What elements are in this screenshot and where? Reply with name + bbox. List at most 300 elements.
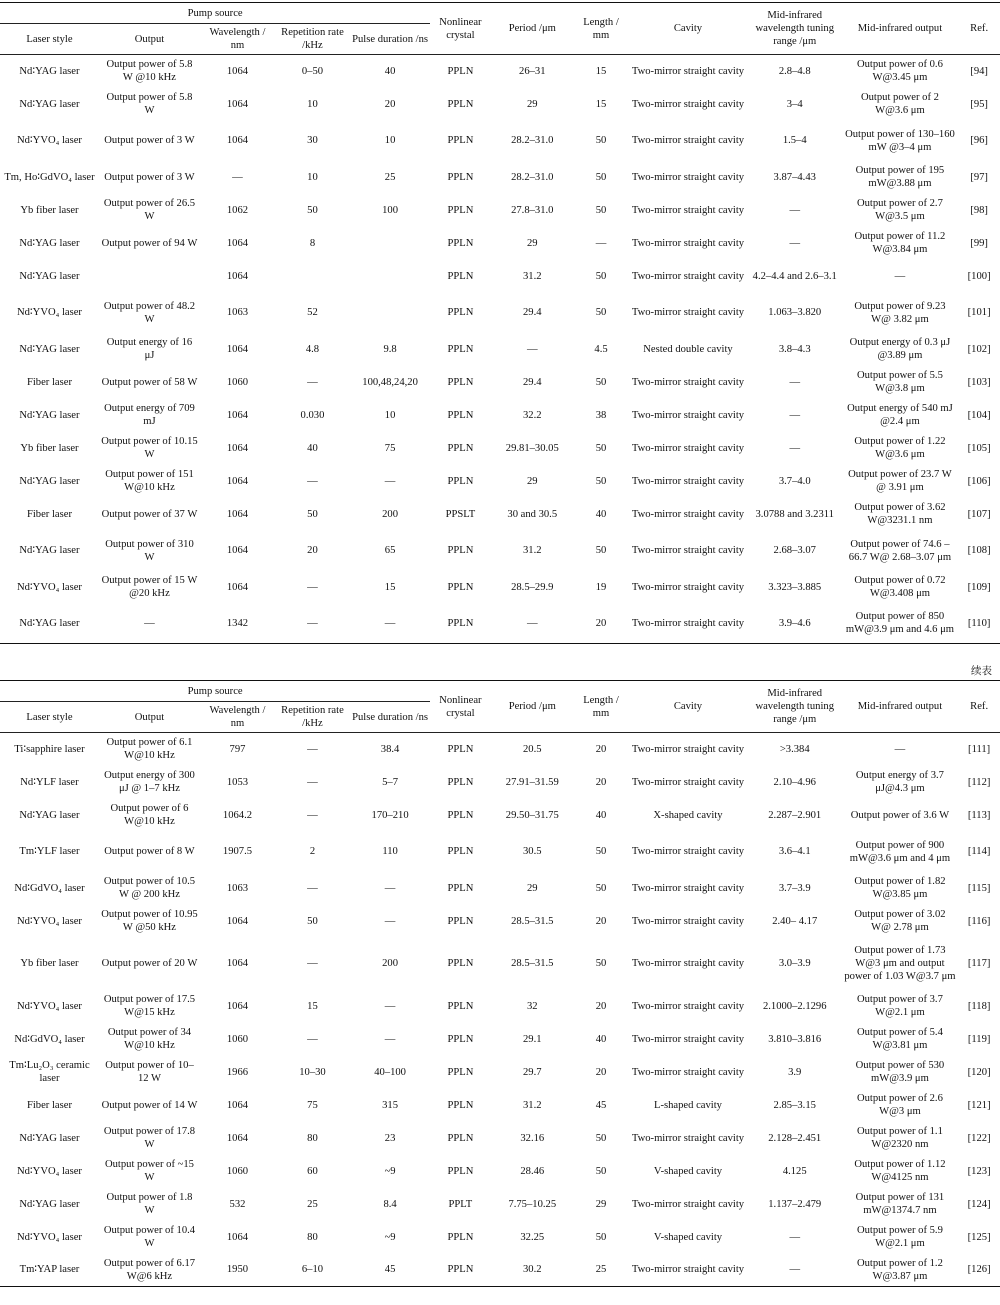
tuning-cell: 3.9–4.6 — [778, 617, 811, 629]
table-row — [0, 88, 1000, 121]
ref-cell: [111] — [968, 743, 991, 755]
table-row — [0, 1023, 1000, 1056]
mir-output-cell: Output power of 1.73 W@3 μm and output power of 1.03 W@3.7 μm — [844, 945, 956, 982]
length-cell: 50 — [595, 1165, 607, 1177]
crystal-cell: PPLN — [447, 1264, 474, 1276]
ref-cell: [98] — [970, 204, 988, 216]
length-cell: 50 — [595, 1132, 607, 1144]
crystal-cell: PPLN — [447, 581, 474, 593]
tuning-cell: 2.85–3.15 — [773, 1099, 816, 1111]
ref-cell: [124] — [967, 1198, 991, 1210]
repetition-cell: — — [307, 581, 318, 593]
laser-style-cell: Nd∶YAG laser — [19, 65, 80, 77]
pump-source-header: Pump source — [0, 3, 430, 24]
repetition-cell: 75 — [307, 1099, 318, 1111]
ref-cell: [108] — [967, 545, 991, 556]
cavity-cell: Two-mirror straight cavity — [631, 376, 745, 388]
mir-output-cell: Output power of 131 mW@1374.7 nm — [855, 1192, 945, 1216]
laser-style-cell: Nd∶YAG laser — [19, 475, 80, 487]
cavity-cell: Two-mirror straight cavity — [631, 581, 745, 593]
cavity-cell: Nested double cavity — [643, 343, 733, 355]
crystal-cell: PPLN — [447, 882, 474, 894]
cavity-cell: L-shaped cavity — [654, 1099, 722, 1111]
pulse-cell: 10 — [384, 409, 396, 421]
mir-output-cell: Output power of 900 mW@3.6 μm and 4 μm — [849, 839, 951, 864]
cavity-cell: Two-mirror straight cavity — [631, 409, 745, 421]
ref-cell: [109] — [967, 581, 991, 593]
repetition-cell: — — [307, 475, 318, 487]
ref-cell: [121] — [967, 1099, 991, 1111]
output-cell: Output power of 10.95 W @50 kHz — [101, 909, 198, 933]
ref-cell: [96] — [970, 135, 988, 146]
table-header — [0, 681, 1000, 733]
pulse-cell: 23 — [384, 1132, 396, 1144]
period-cell: 30.2 — [523, 1264, 542, 1276]
table-row — [0, 1089, 1000, 1122]
crystal-cell: PPLN — [447, 545, 474, 556]
cavity-cell: Two-mirror straight cavity — [631, 617, 745, 629]
length-cell: 40 — [595, 809, 607, 821]
period-header: Period /μm — [491, 681, 574, 733]
pulse-cell: 110 — [382, 846, 398, 857]
repetition-cell: — — [307, 743, 318, 755]
laser-style-cell: Nd∶YAG laser — [19, 545, 80, 556]
tuning-cell: 3.8–4.3 — [778, 343, 811, 355]
length-cell: 50 — [595, 475, 607, 487]
laser-style-cell: Nd∶YAG laser — [19, 270, 80, 282]
period-cell: 28.46 — [520, 1165, 545, 1177]
pulse-cell: — — [384, 1033, 396, 1045]
pulse-cell: — — [384, 1000, 396, 1012]
mir-output-cell: Output power of 530 mW@3.9 μm — [855, 1060, 945, 1084]
output-cell: Output power of 1.8 W — [106, 1192, 193, 1216]
ref-header: Ref. — [958, 681, 1000, 733]
output-cell: Output power of 48.2 W — [103, 300, 196, 325]
length-cell: 20 — [595, 743, 607, 755]
crystal-cell: PPLN — [447, 442, 474, 454]
repetition-cell: — — [307, 958, 318, 969]
mir-output-cell: Output power of 5.5 W@3.8 μm — [856, 370, 943, 394]
laser-style-cell: Fiber laser — [26, 376, 72, 388]
tuning-cell: 3.7–3.9 — [778, 882, 811, 894]
pulse-cell: 200 — [382, 958, 399, 969]
length-cell: 15 — [595, 65, 607, 77]
crystal-cell: PPLN — [447, 915, 474, 927]
output-header: Output — [99, 702, 200, 733]
repetition-cell: 10 — [307, 98, 318, 110]
wavelength-cell: 1966 — [226, 1066, 249, 1078]
laser-style-cell: Yb fiber laser — [20, 442, 79, 454]
pulse-cell: — — [384, 617, 396, 629]
tuning-cell: 3.0–3.9 — [778, 958, 811, 969]
table-row — [0, 260, 1000, 293]
tuning-cell: 4.2–4.4 and 2.6–3.1 — [752, 270, 837, 282]
ref-cell: [94] — [970, 65, 988, 77]
repetition-cell: 10–30 — [299, 1066, 326, 1078]
wavelength-cell: 532 — [229, 1198, 246, 1210]
wavelength-cell: 1064 — [226, 442, 249, 454]
pulse-cell: 20 — [384, 98, 396, 110]
ref-cell: [100] — [967, 270, 991, 282]
output-cell: Output power of 10.5 W @ 200 kHz — [103, 876, 196, 900]
table-row — [0, 531, 1000, 571]
tuning-cell: — — [789, 409, 801, 421]
laser-style-cell: Fiber laser — [26, 1099, 72, 1111]
cavity-cell: Two-mirror straight cavity — [631, 307, 745, 318]
period-cell: 7.75–10.25 — [508, 1198, 557, 1210]
period-cell: 28.2–31.0 — [511, 135, 554, 146]
repetition-cell: 6–10 — [301, 1264, 324, 1276]
mir-output-header: Mid-infrared output — [842, 681, 959, 733]
length-cell: 40 — [595, 508, 607, 520]
pulse-cell: 10 — [384, 135, 396, 146]
mir-output-cell: Output energy of 3.7 μJ@4.3 μm — [855, 770, 944, 794]
mir-output-cell: Output power of 2 W@3.6 μm — [860, 92, 939, 116]
output-cell: Output power of 8 W — [104, 846, 195, 857]
output-cell: Output power of 20 W — [101, 958, 198, 969]
mir-output-cell: Output power of 1.1 W@2320 nm — [856, 1126, 943, 1150]
cavity-cell: Two-mirror straight cavity — [631, 1066, 745, 1078]
period-cell: 28.5–31.5 — [511, 958, 554, 969]
output-cell: Output power of 3 W — [104, 135, 195, 146]
pulse-cell — [350, 227, 430, 260]
wavelength-cell: — — [232, 171, 243, 183]
output-header: Output — [99, 24, 200, 55]
period-cell: 29 — [526, 475, 538, 487]
tuning-header: Mid-infrared wavelength tuning range /μm — [748, 3, 842, 55]
tuning-cell: 2.10–4.96 — [773, 776, 816, 788]
tuning-cell: 3.7–4.0 — [778, 475, 811, 487]
pulse-cell: 65 — [384, 545, 396, 556]
wavelength-cell: 1064 — [226, 1000, 249, 1012]
cavity-cell: Two-mirror straight cavity — [631, 508, 745, 520]
table-row — [0, 399, 1000, 432]
period-cell: 29.81–30.05 — [505, 442, 559, 454]
table-row — [0, 432, 1000, 465]
table-body-part-2 — [0, 733, 1000, 1287]
crystal-cell: PPLN — [447, 1099, 474, 1111]
wavelength-cell: 1063 — [226, 882, 249, 894]
period-cell: 27.91–31.59 — [505, 776, 559, 788]
length-cell: 50 — [595, 1231, 607, 1243]
ref-cell: [107] — [967, 508, 991, 520]
ref-cell: [113] — [967, 809, 991, 821]
tuning-cell: — — [789, 376, 801, 388]
wavelength-cell: 1064 — [226, 1231, 249, 1243]
period-cell: — — [526, 617, 538, 629]
wavelength-cell: 1064 — [226, 475, 249, 487]
wavelength-cell: 1053 — [226, 776, 249, 788]
laser-style-cell: Nd∶YVO₄ laser — [16, 135, 82, 146]
period-cell: 29.50–31.75 — [505, 809, 559, 821]
length-cell: — — [595, 237, 607, 249]
crystal-cell: PPLN — [447, 237, 474, 249]
laser-style-cell: Ti∶sapphire laser — [14, 743, 85, 755]
pulse-cell — [350, 260, 430, 293]
pulse-cell: — — [384, 475, 396, 487]
cavity-cell: Two-mirror straight cavity — [631, 135, 745, 146]
tuning-header: Mid-infrared wavelength tuning range /μm — [748, 681, 842, 733]
crystal-cell: PPLN — [447, 809, 474, 821]
table-row — [0, 872, 1000, 905]
tuning-cell: 3.87–4.43 — [773, 171, 816, 183]
cavity-cell: Two-mirror straight cavity — [631, 1033, 745, 1045]
mir-output-cell: Output power of 3.6 W — [850, 809, 950, 821]
crystal-cell: PPLN — [447, 1231, 474, 1243]
length-cell: 50 — [595, 204, 607, 216]
pulse-cell: ~9 — [384, 1231, 396, 1243]
table-row — [0, 465, 1000, 498]
laser-style-cell: Tm, Ho∶GdVO₄ laser — [4, 171, 95, 183]
period-cell: 29 — [526, 98, 538, 110]
period-cell: 30 and 30.5 — [507, 508, 558, 520]
table-header — [0, 3, 1000, 55]
period-cell: 29.4 — [523, 376, 542, 388]
ref-cell: [97] — [970, 171, 988, 183]
length-cell: 50 — [595, 376, 607, 388]
tuning-cell: 2.40– 4.17 — [772, 915, 818, 927]
ref-cell: [122] — [967, 1132, 991, 1144]
wavelength-cell: 1063 — [226, 307, 249, 318]
cavity-cell: Two-mirror straight cavity — [631, 442, 745, 454]
table-row — [0, 1155, 1000, 1188]
repetition-cell: 60 — [307, 1165, 318, 1177]
output-cell: Output power of 58 W — [101, 376, 198, 388]
period-cell: 29.1 — [523, 1033, 542, 1045]
output-cell: Output power of 15 W @20 kHz — [101, 575, 198, 599]
pulse-header: Pulse duration /ns — [350, 702, 430, 733]
wavelength-cell: 1064 — [226, 409, 249, 421]
repetition-cell: 80 — [307, 1231, 318, 1243]
ref-cell: [126] — [967, 1264, 991, 1276]
crystal-cell: PPLN — [447, 1066, 474, 1078]
pump-source-header: Pump source — [0, 681, 430, 702]
output-cell: Output power of 26.5 W — [103, 198, 196, 222]
repetition-cell: — — [307, 776, 318, 788]
output-cell: Output power of 94 W — [101, 237, 198, 249]
length-cell: 29 — [595, 1198, 607, 1210]
table-row — [0, 1221, 1000, 1254]
pulse-cell: 8.4 — [383, 1198, 397, 1210]
tuning-cell: 3.6–4.1 — [778, 846, 811, 857]
period-cell: 20.5 — [523, 743, 542, 755]
period-cell: 29 — [526, 237, 538, 249]
cavity-cell: Two-mirror straight cavity — [631, 1198, 745, 1210]
pulse-cell: 200 — [382, 508, 399, 520]
output-cell: Output energy of 709 mJ — [104, 403, 195, 427]
crystal-cell: PPLN — [447, 958, 474, 969]
output-cell: Output power of 14 W — [101, 1099, 198, 1111]
wavelength-cell: 1064.2 — [222, 809, 253, 821]
table-row — [0, 293, 1000, 333]
period-cell: 28.5–31.5 — [511, 915, 554, 927]
ref-cell: [117] — [967, 958, 991, 969]
ref-cell: [118] — [967, 1000, 991, 1012]
tuning-cell: 3.810–3.816 — [768, 1033, 822, 1045]
mir-output-cell: Output power of 74.6 –66.7 W@ 2.68–3.07 μm — [848, 538, 952, 563]
cavity-cell: Two-mirror straight cavity — [631, 98, 745, 110]
length-cell: 40 — [595, 1033, 607, 1045]
mir-output-cell: Output power of 2.6 W@3 μm — [856, 1093, 943, 1117]
laser-style-cell: Nd∶YVO₄ laser — [16, 915, 82, 927]
mir-output-cell: Output power of 850 mW@3.9 μm and 4.6 μm — [845, 611, 955, 636]
mir-output-cell: Output power of 195 mW@3.88 μm — [855, 165, 945, 189]
pulse-cell: — — [384, 882, 396, 894]
wavelength-cell: 1064 — [226, 508, 249, 520]
mir-output-cell: Output power of 1.12 W@4125 nm — [854, 1159, 946, 1183]
period-cell: 26–31 — [519, 65, 546, 77]
mir-output-cell: Output energy of 0.3 μJ @3.89 μm — [849, 337, 951, 361]
pulse-cell: — — [384, 915, 396, 927]
wavelength-cell: 1064 — [226, 135, 249, 146]
cavity-cell: Two-mirror straight cavity — [631, 1264, 745, 1276]
ref-cell: [101] — [967, 307, 991, 318]
mir-output-cell: Output power of 23.7 W @ 3.91 μm — [848, 469, 952, 493]
wavelength-cell: 1064 — [226, 545, 249, 556]
ref-header: Ref. — [958, 3, 1000, 55]
table-row — [0, 1056, 1000, 1089]
crystal-cell: PPLN — [447, 343, 474, 355]
repetition-cell: 8 — [309, 237, 316, 249]
length-cell: 20 — [595, 1066, 607, 1078]
tuning-cell: 2.287–2.901 — [768, 809, 822, 821]
period-cell: 31.2 — [523, 270, 542, 282]
cavity-cell: Two-mirror straight cavity — [631, 846, 745, 857]
length-cell: 45 — [595, 1099, 607, 1111]
crystal-cell: PPLN — [447, 307, 474, 318]
table-body-part-1 — [0, 55, 1000, 644]
cavity-cell: Two-mirror straight cavity — [631, 776, 745, 788]
laser-style-header: Laser style — [0, 702, 99, 733]
length-cell: 50 — [595, 135, 607, 146]
length-cell: 38 — [595, 409, 607, 421]
crystal-header: Nonlinear crystal — [430, 681, 490, 733]
length-cell: 50 — [595, 307, 607, 318]
ref-cell: [103] — [967, 376, 991, 388]
mir-output-cell: Output power of 0.6 W@3.45 μm — [856, 59, 943, 84]
cavity-cell: Two-mirror straight cavity — [631, 1000, 745, 1012]
repetition-cell: 52 — [307, 307, 318, 318]
mir-output-cell: Output power of 5.4 W@3.81 μm — [856, 1027, 943, 1051]
length-cell: 50 — [595, 442, 607, 454]
repetition-cell: 2 — [309, 846, 316, 857]
pulse-cell: ~9 — [384, 1165, 396, 1177]
table-row — [0, 1122, 1000, 1155]
cavity-cell: Two-mirror straight cavity — [631, 915, 745, 927]
mir-output-cell: Output power of 5.9 W@2.1 μm — [856, 1225, 943, 1249]
ref-cell: [112] — [967, 776, 991, 788]
tuning-cell: 2.8–4.8 — [778, 65, 811, 77]
crystal-cell: PPLN — [447, 135, 474, 146]
repetition-cell: 50 — [307, 204, 318, 216]
laser-style-cell: Tm∶YAP laser — [19, 1264, 80, 1276]
crystal-cell: PPLN — [447, 98, 474, 110]
output-cell: Output power of 10.15 W — [101, 436, 198, 460]
ref-cell: [125] — [967, 1231, 991, 1243]
period-cell: — — [526, 343, 538, 355]
crystal-cell: PPLN — [447, 65, 474, 77]
output-cell: Output power of 6.1 W@10 kHz — [106, 737, 193, 762]
crystal-cell: PPLN — [447, 617, 474, 629]
cavity-cell: X-shaped cavity — [653, 809, 723, 821]
tuning-cell: 4.125 — [782, 1165, 807, 1177]
laser-style-cell: Nd∶YAG laser — [19, 98, 80, 110]
repetition-cell: 30 — [307, 135, 318, 146]
crystal-cell: PPLN — [447, 409, 474, 421]
ref-cell: [110] — [967, 617, 991, 629]
table-row — [0, 333, 1000, 366]
mir-output-cell: Output power of 9.23 W@ 3.82 μm — [854, 300, 946, 325]
table-row — [0, 161, 1000, 194]
output-cell: Output power of ~15 W — [104, 1159, 194, 1183]
output-cell: Output power of 6 W@10 kHz — [110, 803, 189, 827]
length-cell: 50 — [595, 882, 607, 894]
tuning-cell: 1.137–2.479 — [768, 1198, 822, 1210]
wavelength-cell: 1950 — [226, 1264, 249, 1276]
repetition-cell: 80 — [307, 1132, 318, 1144]
cavity-cell: Two-mirror straight cavity — [631, 270, 745, 282]
output-cell: Output power of 17.5 W@15 kHz — [103, 994, 196, 1018]
repetition-cell: — — [307, 882, 318, 894]
pulse-cell: 315 — [382, 1099, 399, 1111]
cavity-cell: Two-mirror straight cavity — [631, 171, 745, 183]
mir-output-cell: Output power of 0.72 W@3.408 μm — [854, 575, 946, 599]
ref-cell: [120] — [967, 1066, 991, 1078]
output-cell — [99, 260, 200, 293]
ref-cell: [115] — [967, 882, 991, 894]
crystal-cell: PPLN — [447, 1132, 474, 1144]
cavity-cell: Two-mirror straight cavity — [631, 882, 745, 894]
ref-cell: [114] — [967, 846, 991, 857]
table-row — [0, 55, 1000, 88]
laser-style-cell: Nd∶YVO₄ laser — [16, 1231, 82, 1243]
repetition-cell: 0.030 — [300, 409, 325, 421]
repetition-cell: 40 — [307, 442, 318, 454]
output-cell: Output power of 310 W — [105, 538, 194, 563]
laser-style-cell: Yb fiber laser — [20, 958, 79, 969]
tuning-cell: 3.9 — [788, 1066, 802, 1078]
laser-style-cell: Tm∶YLF laser — [19, 846, 80, 857]
mir-output-cell: Output power of 1.2 W@3.87 μm — [856, 1257, 943, 1282]
pulse-cell: 45 — [384, 1264, 396, 1276]
laser-style-cell: Yb fiber laser — [20, 204, 79, 216]
length-cell: 4.5 — [594, 343, 608, 355]
wavelength-header: Wavelength / nm — [200, 702, 275, 733]
pulse-cell: 38.4 — [380, 743, 400, 755]
output-cell: Output power of 34 W@10 kHz — [107, 1027, 192, 1051]
tuning-cell: 1.063–3.820 — [768, 307, 822, 318]
pulse-cell: 5–7 — [382, 776, 399, 788]
wavelength-cell: 1064 — [226, 237, 249, 249]
repetition-cell: 15 — [307, 1000, 318, 1012]
output-cell: Output power of 3 W — [104, 171, 195, 183]
table-row — [0, 1254, 1000, 1287]
mir-output-cell: Output power of 3.02 W@ 2.78 μm — [854, 909, 946, 933]
wavelength-cell: 1064 — [226, 343, 249, 355]
output-cell: Output power of 5.8 W — [106, 92, 193, 116]
repetition-cell: — — [307, 376, 318, 388]
wavelength-cell: 1064 — [226, 270, 249, 282]
wavelength-cell: 1064 — [226, 98, 249, 110]
opo-table-part-2 — [0, 680, 1000, 1287]
output-cell: Output energy of 16 μJ — [106, 337, 193, 361]
crystal-cell: PPLN — [447, 1033, 474, 1045]
cavity-header: Cavity — [628, 3, 748, 55]
length-cell: 20 — [595, 915, 607, 927]
wavelength-cell: 1064 — [226, 581, 249, 593]
crystal-cell: PPLN — [447, 376, 474, 388]
pulse-cell: 100,48,24,20 — [362, 376, 418, 388]
